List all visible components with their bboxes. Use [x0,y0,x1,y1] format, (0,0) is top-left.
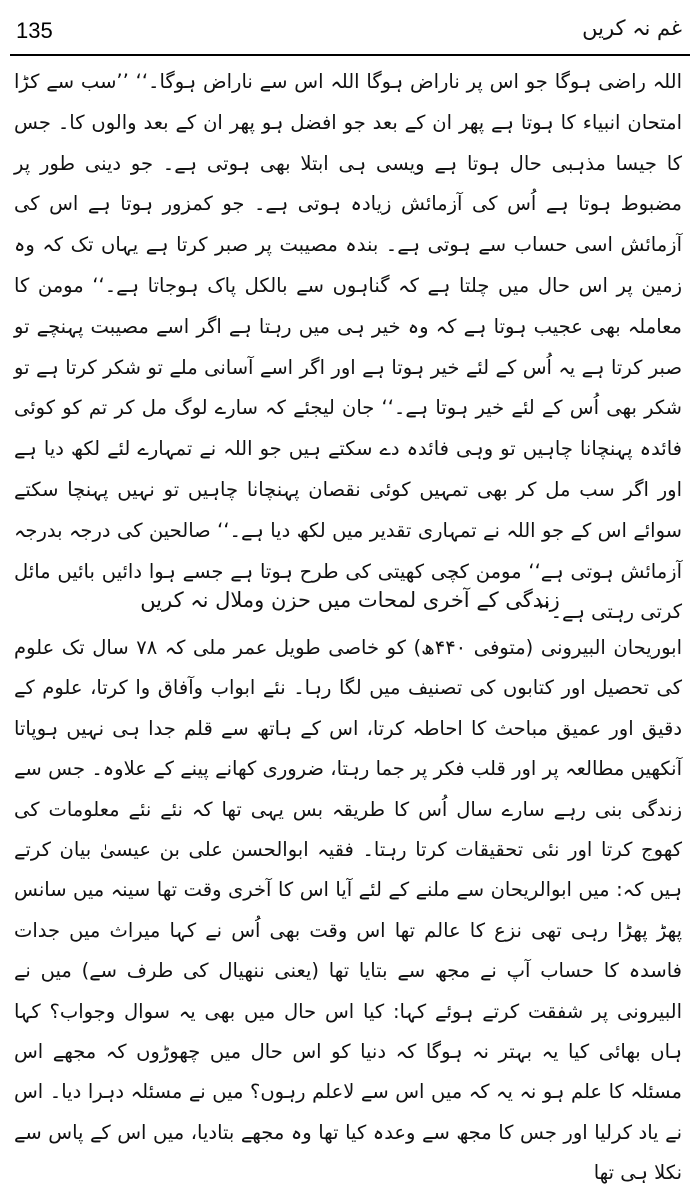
paragraph: ابوریحان البیرونی (متوفی ۴۴۰ھ) کو خاصی طویل عمر ملی کہ ۷۸ سال تک علوم کی تحصیل اور کتابوں کی تصنیف میں لگا رہا۔ نئے ابواب وآفاق وا کرتا، علوم کے دقیق اور عمیق مباحث کا احاطہ کرتا، اس کے ہاتھ سے قلم جدا ہی نہیں ہوپاتا آنکھیں مطالعہ پر اور قلب فکر پر جما رہتا، ضروری کھانے پینے کے علاوہ۔ جس سے زندگی بنی رہے سارے سال اُس کا طریقہ بس یہی تھا کہ نئے نئے معلومات کی کھوج کرتا اور نئی تحقیقات کرتا رہتا۔ فقیہ ابوالحسن علی بن عیسیٰ بیان کرتے ہیں کہ: میں ابوالریحان سے ملنے کے لئے آیا اس کا آخری وقت تھا سینہ میں سانس پھڑ پھڑا رہی تھی نزع کا عالم تھا اس وقت بھی اُس نے کہا میراث میں جدات فاسدہ کا حساب آپ نے مجھ سے بتایا تھا (یعنی ننھیال کی طرف سے) میں نے البیرونی پر شفقت کرتے ہوئے کہا: کیا اس حال میں بھی یہ سوال وجواب؟ کہا ہاں بھائی کیا یہ بہتر نہ ہوگا کہ دنیا کو اس حال میں چھوڑوں کہ مجھے اس مسئلہ کا علم ہو نہ یہ کہ میں اس سے لاعلم رہوں؟ میں نے مسئلہ دہرا دیا۔ اس نے یاد کرلیا اور جس کا مجھ سے وعدہ کیا تھا وہ مجھے بتادیا، میں اس کے پاس سے نکلا ہی تھا [14,636,682,1185]
section-heading: زندگی کے آخری لمحات میں حزن وملال نہ کریں [140,588,560,612]
header-divider [10,54,690,56]
text-block-2 [14,628,682,1194]
paragraph: اللہ راضی ہوگا جو اس پر ناراض ہوگا اللہ اس سے ناراض ہوگا۔‘‘ ’’سب سے کڑا امتحان انبیاء کا ہوتا ہے پھر ان کے بعد جو افضل ہو پھر ان کے بعد والوں کا۔ جس کا جیسا مذہبی حال ہوتا ہے ویسی ہی ابتلا بھی ہوتی ہے۔ جو دینی طور پر مضبوط ہوتا ہے اُس کی آزمائش زیادہ ہوتی ہے۔ جو کمزور ہوتا ہے اس کی آزمائش اسی حساب سے ہوتی ہے۔ بندہ مصیبت پر صبر کرتا ہے یہاں تک کہ وہ زمین پر اس حال میں چلتا ہے کہ گناہوں سے بالکل پاک ہوجاتا ہے۔‘‘ مومن کا معاملہ بھی عجیب ہوتا ہے کہ وہ خیر ہی میں رہتا ہے اگر اسے مصیبت پہنچے تو صبر کرتا ہے یہ اُس کے لئے خیر ہوتا ہے اور اگر اسے آسانی ملے تو شکر کرتا ہے تو شکر بھی اُس کے لئے خیر ہوتا ہے۔‘‘ جان لیجئے کہ سارے لوگ مل کر تم کو کوئی فائدہ پہنچانا چاہیں تو وہی فائدہ دے سکتے ہیں جو اللہ نے تمہارے لئے لکھ دیا ہے اور اگر سب مل کر بھی تمہیں کوئی نقصان پہنچانا چاہیں تو نہیں پہنچا سکتے سوائے اس کے جو اللہ نے تمہاری تقدیر میں لکھ دیا ہے۔‘‘ صالحین کی درجہ بدرجہ آزمائش ہوتی ہے‘‘ مومن کچی کھیتی کی طرح ہوتا ہے جسے ہوا دائیں بائیں مائل کرتی رہتی ہے۔‘‘ [14,70,682,624]
text-block-1 [14,62,682,633]
running-header: غم نہ کریں [582,16,682,40]
page-number: 135 [16,18,53,43]
